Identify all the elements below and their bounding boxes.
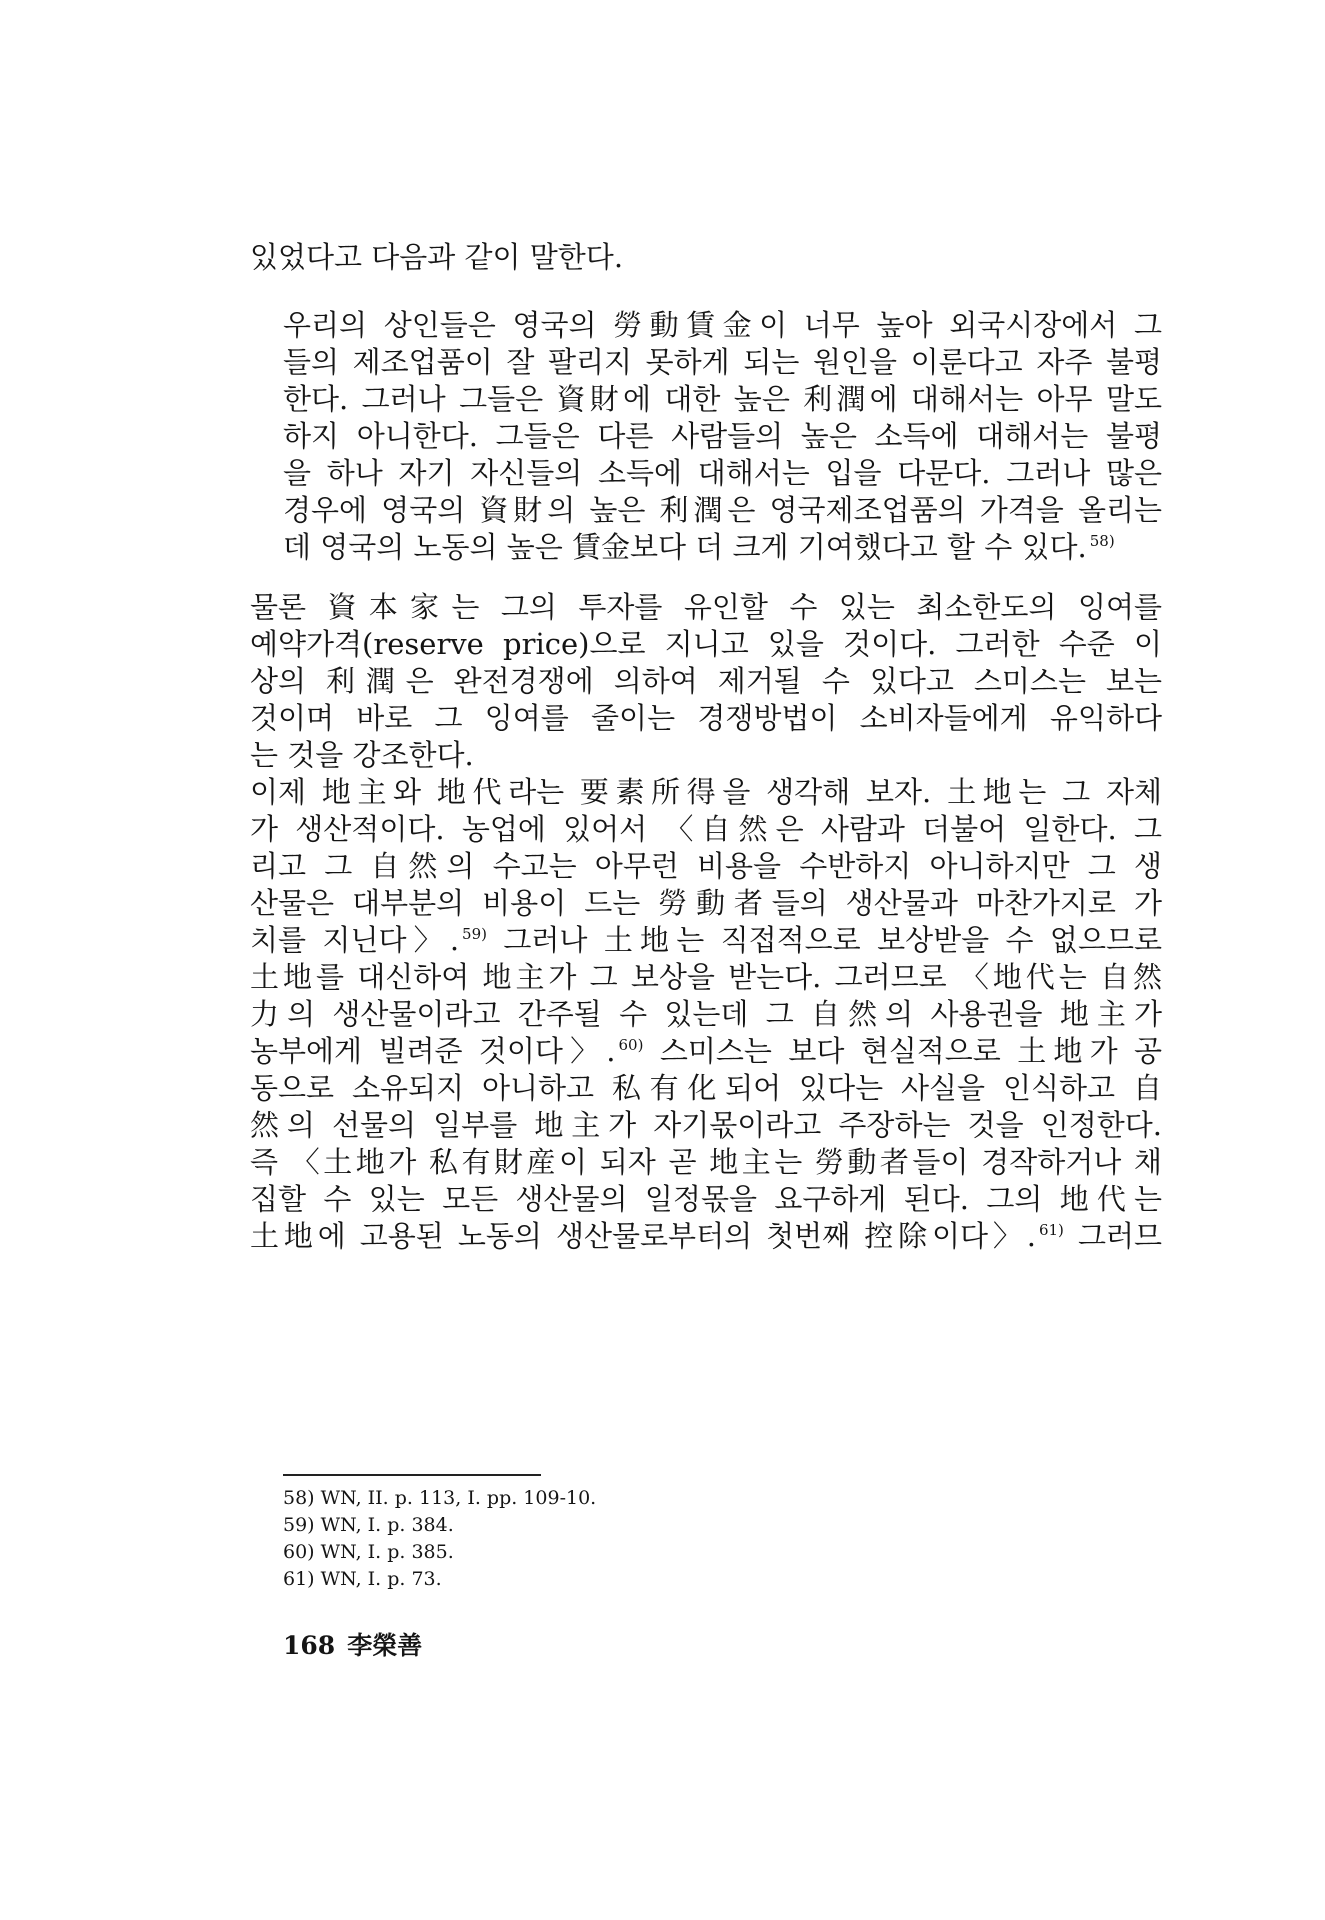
body-line [250,1216,1162,1256]
body-line: 산물은 대부분의 비용이 드는 勞動者들의 생산물과 마찬가지로 가 [250,886,1162,920]
body-line: 집할 수 있는 모든 생산물의 일정몫을 요구하게 된다. 그의 地代는 [250,1182,1162,1216]
footnote-divider [283,1474,541,1476]
body-line: 然의 선물의 일부를 地主가 자기몫이라고 주장하는 것을 인정한다. [250,1108,1162,1142]
body-line: 는 것을 강조한다. [250,738,474,772]
page-footer [283,1630,434,1662]
body-text: 스미스는 보다 현실적으로 土地가 공 [659,1034,1163,1068]
quote-line [283,527,1162,567]
body-line: 리고 그 自然의 수고는 아무런 비용을 수반하지 아니하지만 그 생 [250,849,1162,883]
footnote: 60) WN, I. p. 385. [283,1541,454,1563]
body-line: 동으로 소유되지 아니하고 私有化되어 있다는 사실을 인식하고 自 [250,1071,1162,1105]
body-text: 土地에 고용된 노동의 생산물로부터의 첫번째 控除이다〉. [250,1219,1036,1253]
quote-line: 우리의 상인들은 영국의 勞動賃金이 너무 높아 외국시장에서 그 [283,308,1162,342]
body-text: 농부에게 빌려준 것이다〉. [250,1034,616,1068]
footnote-ref-61: 61) [1038,1221,1064,1239]
quote-line: 한다. 그러나 그들은 資財에 대한 높은 利潤에 대해서는 아무 말도 [283,382,1162,416]
quote-line: 을 하나 자기 자신들의 소득에 대해서는 입을 다문다. 그러나 많은 [283,456,1162,490]
body-line: 것이며 바로 그 잉여를 줄이는 경쟁방법이 소비자들에게 유익하다 [250,701,1162,735]
body-line: 즉 〈土地가 私有財産이 되자 곧 地主는 勞動者들이 경작하거나 채 [250,1145,1162,1179]
body-line: 예약가격(reserve price)으로 지니고 있을 것이다. 그러한 수준 이 [250,627,1162,661]
footnote-ref-60: 60) [618,1036,644,1054]
body-line [250,1031,1162,1071]
footnote-ref-58: 58) [1089,532,1115,550]
body-line: 土地를 대신하여 地主가 그 보상을 받는다. 그러므로 〈地代는 自然 [250,960,1162,994]
body-line: 力의 생산물이라고 간주될 수 있는데 그 自然의 사용권을 地主가 [250,997,1162,1031]
quote-line: 경우에 영국의 資財의 높은 利潤은 영국제조업품의 가격을 올리는 [283,493,1162,527]
body-text: 그러나 土地는 직접적으로 보상받을 수 없으므로 [503,923,1162,957]
footnote: 58) WN, II. p. 113, I. pp. 109-10. [283,1487,597,1509]
body-text: 그러므 [1077,1219,1163,1253]
body-line [250,920,1162,960]
text-line: 있었다고 다음과 같이 말한다. [250,240,624,274]
body-line: 상의 利潤은 완전경쟁에 의하여 제거될 수 있다고 스미스는 보는 [250,664,1162,698]
page-number: 168 [283,1631,336,1660]
body-line: 물론 資本家는 그의 투자를 유인할 수 있는 최소한도의 잉여를 [250,590,1162,624]
body-line: 가 생산적이다. 농업에 있어서 〈自然은 사람과 더불어 일한다. 그 [250,812,1162,846]
author-name: 李榮善 [347,1631,423,1660]
footnote-ref-59: 59) [462,925,487,943]
footnote: 61) WN, I. p. 73. [283,1568,442,1590]
footnote: 59) WN, I. p. 384. [283,1514,454,1536]
quote-line: 들의 제조업품이 잘 팔리지 못하게 되는 원인을 이룬다고 자주 불평 [283,345,1162,379]
body-text: 치를 지닌다〉. [250,923,460,957]
quote-line: 하지 아니한다. 그들은 다른 사람들의 높은 소득에 대해서는 불평 [283,419,1162,453]
body-line: 이제 地主와 地代라는 要素所得을 생각해 보자. 土地는 그 자체 [250,775,1162,809]
quote-text: 데 영국의 노동의 높은 賃金보다 더 크게 기여했다고 할 수 있다. [283,530,1087,564]
